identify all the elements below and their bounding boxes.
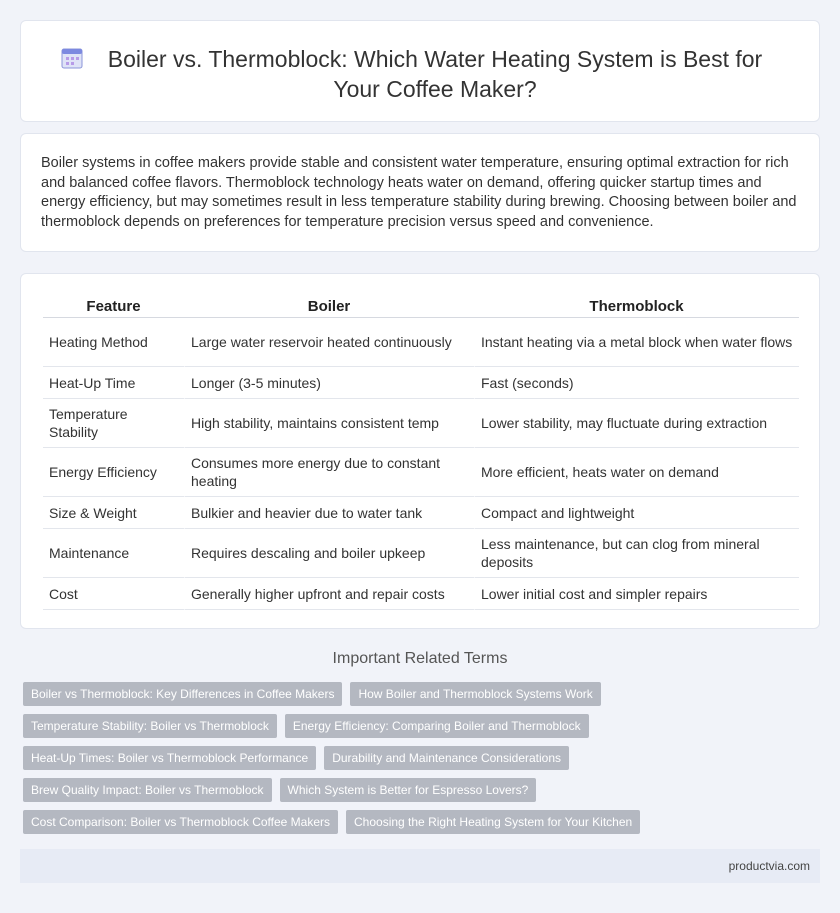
table-row [43, 497, 799, 529]
related-term-tag[interactable]: Temperature Stability: Boiler vs Thermoblock [23, 714, 277, 738]
table-cell: Heating Method [43, 318, 184, 367]
related-term-tag[interactable]: How Boiler and Thermoblock Systems Work [350, 682, 600, 706]
related-term-tag[interactable]: Energy Efficiency: Comparing Boiler and Thermoblock [285, 714, 589, 738]
related-term-tag[interactable]: Cost Comparison: Boiler vs Thermoblock Coffee Makers [23, 810, 338, 834]
table-cell: High stability, maintains consistent temp [184, 399, 474, 448]
page-title: Boiler vs. Thermoblock: Which Water Heating System is Best for Your Coffee Maker? [107, 46, 763, 102]
table-cell: Energy Efficiency [43, 448, 184, 497]
table-row [43, 367, 799, 399]
related-terms-heading: Important Related Terms [332, 650, 508, 667]
comparison-table [43, 296, 799, 610]
related-term-tag[interactable]: Durability and Maintenance Considerations [324, 746, 569, 770]
table-cell: Cost [43, 578, 184, 610]
table-cell: Generally higher upfront and repair costs [184, 578, 474, 610]
table-cell: Size & Weight [43, 497, 184, 529]
table-cell: Lower initial cost and simpler repairs [474, 578, 799, 610]
table-cell: Consumes more energy due to constant heating [184, 448, 474, 497]
table-row [43, 399, 799, 448]
related-term-tag[interactable]: Which System is Better for Espresso Lovers? [280, 778, 537, 802]
table-cell: Large water reservoir heated continuously [184, 318, 474, 367]
related-term-tag[interactable]: Choosing the Right Heating System for Your Kitchen [346, 810, 640, 834]
table-row [43, 448, 799, 497]
comparison-table-card [20, 273, 820, 629]
footer [20, 849, 820, 883]
footer-site-name[interactable]: productvia.com [728, 859, 810, 873]
table-header-boiler: Boiler [184, 296, 474, 318]
table-row [43, 578, 799, 610]
table-cell: More efficient, heats water on demand [474, 448, 799, 497]
related-term-tag[interactable]: Brew Quality Impact: Boiler vs Thermoblock [23, 778, 272, 802]
table-cell: Compact and lightweight [474, 497, 799, 529]
intro-card [20, 133, 820, 252]
table-row [43, 529, 799, 578]
related-term-tag[interactable]: Heat-Up Times: Boiler vs Thermoblock Performance [23, 746, 316, 770]
table-cell: Fast (seconds) [474, 367, 799, 399]
table-cell: Bulkier and heavier due to water tank [184, 497, 474, 529]
table-header-feature: Feature [43, 296, 184, 318]
table-cell: Heat-Up Time [43, 367, 184, 399]
table-cell: Instant heating via a metal block when water flows [474, 318, 799, 367]
related-term-tag[interactable]: Boiler vs Thermoblock: Key Differences in Coffee Makers [23, 682, 342, 706]
intro-paragraph: Boiler systems in coffee makers provide stable and consistent water temperature, ensuring optimal extraction for rich and balanced coffee flavors. Thermoblock technology heats water on demand, offering quicker startup times and energy efficiency, but may sometimes result in less temperature stability during brewing. Choosing between boiler and thermoblock depends on preferences for temperature precision versus speed and convenience. [41, 155, 797, 230]
table-cell: Less maintenance, but can clog from mineral deposits [474, 529, 799, 578]
table-header-thermoblock: Thermoblock [474, 296, 799, 318]
table-cell: Lower stability, may fluctuate during extraction [474, 399, 799, 448]
table-cell: Temperature Stability [43, 399, 184, 448]
table-row [43, 318, 799, 367]
title-card [20, 20, 820, 122]
table-cell: Maintenance [43, 529, 184, 578]
table-cell: Requires descaling and boiler upkeep [184, 529, 474, 578]
related-terms-list [23, 682, 823, 842]
table-cell: Longer (3-5 minutes) [184, 367, 474, 399]
